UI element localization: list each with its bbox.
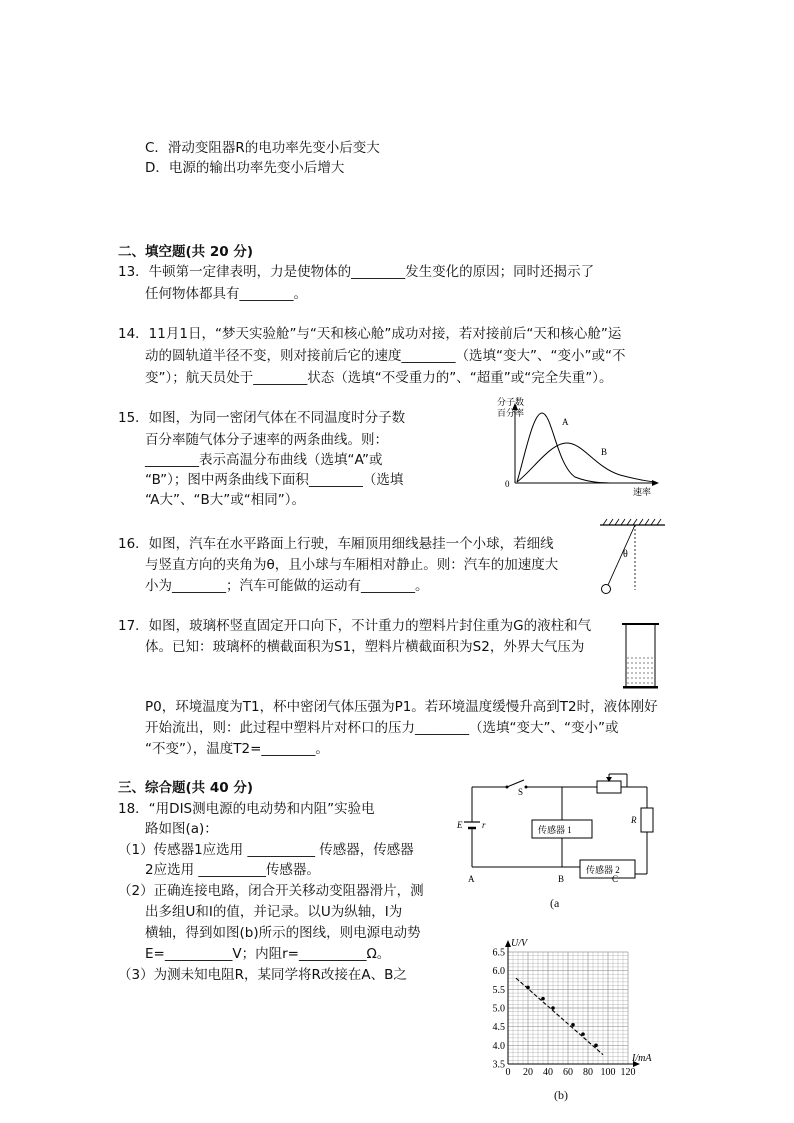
q15-ylabel1: 分子数 [497,397,525,407]
q15-line1: 15．如图，为同一密闭气体在不同温度时分子数 [118,410,406,426]
x-tick-label: 60 [563,1067,573,1078]
q13-line2: 任何物体都具有________。 [145,286,307,302]
q18-line9: （3）为测未知电阻R，某同学将R改接在A、B之 [118,967,407,983]
y-axis-label: U/V [511,938,528,949]
x-tick-label: 120 [620,1067,636,1078]
x-tick-label: 20 [523,1067,533,1078]
q15-line5: “A大”、“B大”或“相同”）。 [145,492,305,508]
q14-line3: 变”）；航天员处于________状态（选填“不受重力的”、“超重”或“完全失重”）。 [145,370,613,386]
option-d: D．电源的输出功率先变小后增大 [145,160,345,176]
x-axis-label: I/mA [632,1053,652,1064]
data-point [526,986,530,990]
node-a-label: A [468,874,475,884]
x-tick-label: 100 [600,1067,616,1078]
q17-glass-figure [618,620,663,692]
y-tick-label: 6.0 [492,966,505,978]
q16-line3: 小为________；汽车可能做的运动有________。 [145,578,429,594]
q16-line2: 与竖直方向的夹角为θ，且小球与车厢相对静止。则：汽车的加速度大 [145,557,559,573]
section2-title: 二、填空题(共 20 分) [118,244,254,260]
q15-line3: ________表示高温分布曲线（选填“A”或 [145,452,383,468]
q16-pendulum-figure [595,515,670,600]
circuit-switch-label: S [518,787,524,797]
q17-line5: “不变”），温度T2=________。 [145,741,329,757]
q17-line3: P0，环境温度为T1，杯中密闭气体压强为P1。若环境温度缓慢升高到T2时，液体刚好 [145,699,658,715]
y-tick-label: 3.5 [492,1059,505,1071]
data-point [571,1023,575,1027]
graph-caption: (b) [554,1088,568,1102]
q14-line1: 14．11月1日，“梦天实验舱”与“天和核心舱”成功对接，若对接前后“天和核心舱”运 [118,326,622,342]
circuit-emf-label: E [457,820,463,830]
q15-curve-a-label: A [562,417,569,427]
q17-line1: 17．如图，玻璃杯竖直固定开口向下，不计重力的塑料片封住重为G的液柱和气 [118,618,592,634]
q14-line2: 动的圆轨道半径不变，则对接前后它的速度________（选填“变大”、“变小”或“不 [145,348,626,364]
circuit-caption: (a [550,896,560,910]
q18-line4: 2应选用 __________传感器。 [145,862,320,878]
q17-line2: 体。已知：玻璃杯的横截面积为S1，塑料片横截面积为S2，外界大气压为 [145,639,585,655]
q17-line4: 开始流出，则：此过程中塑料片对杯口的压力________（选填“变大”、“变小”或 [145,720,619,736]
ui-graph [478,932,678,1084]
q18-line7: 横轴，得到如图(b)所示的图线，则电源电动势 [145,925,421,941]
x-tick-label: 80 [583,1067,593,1078]
x-tick-label: 40 [543,1067,553,1078]
node-b-label: B [558,874,565,884]
y-tick-label: 5.0 [492,1003,505,1015]
q15-distribution-figure [495,395,665,500]
q18-line8: E=__________V；内阻r=__________Ω。 [145,946,391,962]
q18-line1: 18．“用DIS测电源的电动势和内阻”实验电 [118,801,375,817]
q18-line6: 出多组U和I的值，并记录。以U为纵轴，I为 [145,904,403,920]
data-point [594,1044,598,1048]
q16-theta-label: θ [623,549,628,560]
q15-line2: 百分率随气体分子速率的两条曲线。则： [145,432,388,448]
y-tick-label: 5.5 [492,984,505,996]
data-point [541,997,545,1001]
y-tick-label: 4.0 [492,1040,505,1052]
x-tick-label: 0 [505,1067,511,1078]
q18-line3: （1）传感器1应选用 __________ 传感器，传感器 [118,842,414,858]
data-point [551,1006,555,1010]
circuit-r-label: r [482,820,486,830]
q16-line1: 16．如图，汽车在水平路面上行驶，车厢顶用细线悬挂一个小球，若细线 [118,536,554,552]
option-c: C．滑动变阻器R的电功率先变小后变大 [145,140,380,156]
data-point [581,1032,585,1036]
sensor1-label: 传感器 1 [538,825,572,835]
q15-xlabel: 速率 [633,487,652,497]
circuit-diagram [452,772,672,912]
q15-line4: “B”）；图中两条曲线下面积________（选填 [145,472,404,488]
q15-curve-b-label: B [601,447,608,457]
q15-origin: 0 [505,479,510,489]
q13-line1: 13．牛顿第一定律表明，力是使物体的________发生变化的原因；同时还揭示了 [118,264,595,280]
sensor2-label: 传感器 2 [586,865,620,875]
q18-line5: （2）正确连接电路，闭合开关移动变阻器滑片，测 [118,883,424,899]
circuit-resistor-label: R [631,815,637,825]
q18-line2: 路如图(a)： [145,821,218,837]
y-tick-label: 6.5 [492,947,505,959]
node-c-label: C [612,874,619,884]
section3-title: 三、综合题(共 40 分) [118,780,254,796]
q15-ylabel2: 百分率 [497,408,525,418]
y-tick-label: 4.5 [492,1022,505,1034]
